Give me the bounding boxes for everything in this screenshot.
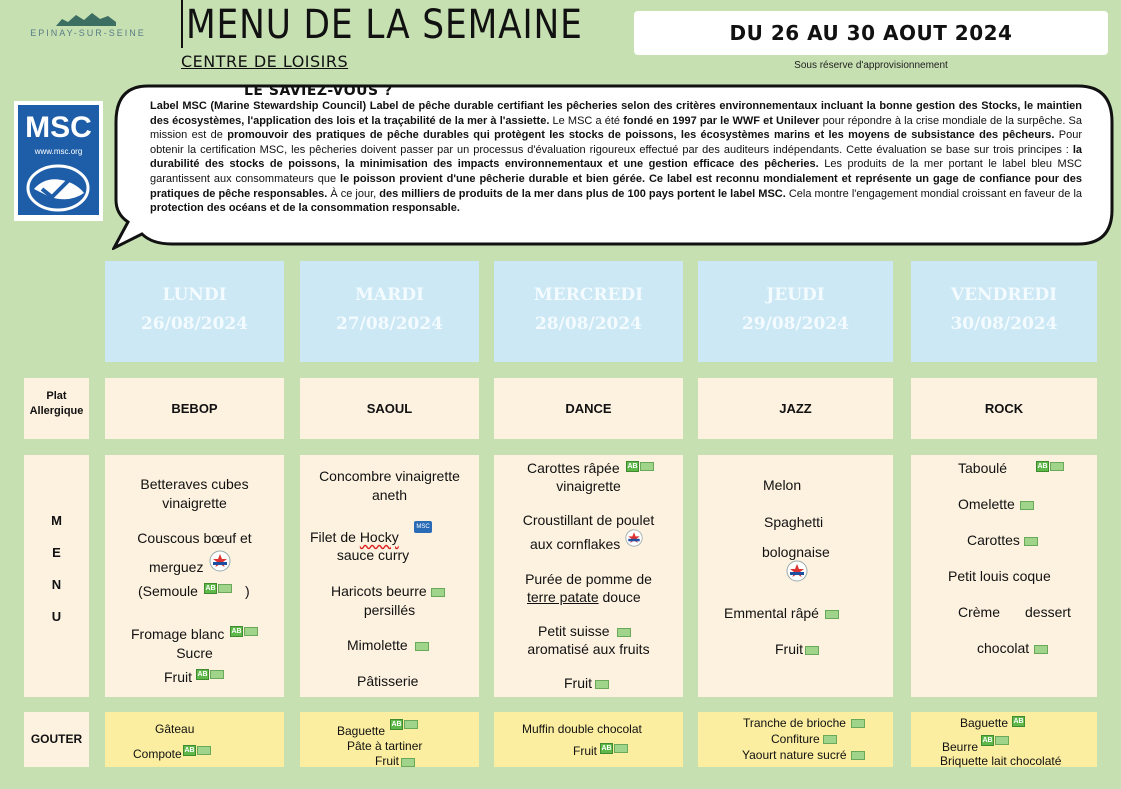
- menu-side-label: [24, 455, 89, 697]
- info-segment: Les produits de la mer portant le label bleu MSC garantissent aux consommateurs que: [150, 158, 1082, 185]
- gouter-item: Baguette: [337, 724, 386, 738]
- gouter-label-text: GOUTER: [30, 732, 83, 746]
- organic-icon: [400, 755, 415, 769]
- day-name: VENDREDI: [950, 285, 1058, 305]
- info-segment: Le MSC a été: [549, 114, 624, 127]
- gouter-item: Tranche de brioche: [743, 716, 846, 730]
- label-rouge-icon: [625, 529, 643, 547]
- plat-jeudi: JAZZ: [698, 378, 893, 439]
- day-name: JEUDI: [766, 285, 825, 305]
- msc-logo: [14, 101, 103, 221]
- day-header-mardi: [300, 261, 479, 362]
- info-segment: Pour obtenir la certification MSC, les pêcheries doivent passer par un processus d'évaluation rigoureux effectué par des auditeurs indépendants. Cette évaluation se base sur trois principes :: [150, 129, 1082, 156]
- menu-item: terre patate douce: [527, 589, 641, 605]
- organic-icon: AB: [203, 579, 232, 595]
- menu-jeudi: [698, 455, 893, 697]
- gouter-item: Gâteau: [155, 722, 195, 736]
- info-segment: pour répondre à la crise mondiale de la surpêche. Sa mission est de: [150, 114, 1082, 142]
- menu-vendredi: [911, 455, 1097, 697]
- menu-item: Mimolette: [347, 637, 408, 653]
- menu-lundi: [105, 455, 284, 697]
- day-date: 26/08/2024: [140, 314, 249, 334]
- menu-item: Croustillant de poulet: [522, 512, 655, 528]
- day-date: 29/08/2024: [741, 314, 850, 334]
- plat-lundi: BEBOP: [105, 378, 284, 439]
- menu-item: Melon: [763, 477, 802, 493]
- gouter-mardi: [300, 712, 479, 767]
- gouter-mercredi: [494, 712, 683, 767]
- hills-icon: [56, 10, 116, 26]
- info-segment: promouvoir des pratiques de pêche durables qui protègent les stocks de poissons, les écosystèmes marins et les moyens de subsistance des pêcheurs.: [227, 129, 1055, 142]
- menu-item: Haricots beurre: [331, 583, 427, 599]
- info-segment: À ce jour,: [327, 187, 380, 200]
- epinay-logo: [8, 8, 168, 40]
- day-header-jeudi: [698, 261, 893, 362]
- day-name: LUNDI: [162, 285, 227, 305]
- plat-mercredi: DANCE: [494, 378, 683, 439]
- menu-item: Purée de pomme de: [525, 571, 652, 587]
- info-segment: protection des océans et de la consommation responsable.: [150, 202, 460, 215]
- gouter-item: Fruit: [573, 744, 597, 758]
- menu-item: Petit suisse: [538, 623, 610, 639]
- menu-item: aromatisé aux fruits: [527, 641, 650, 657]
- gouter-lundi: [105, 712, 284, 767]
- info-segment: le poisson provient d'une pêcherie durable et bien gérée. Ce label est reconnu mondialement et représente un gage de confiance pour des pratiques de pêche responsables.: [150, 172, 1082, 200]
- day-name: MERCREDI: [533, 285, 644, 305]
- info-segment: des milliers de produits de la mer dans plus de 100 pays portent le label MSC.: [379, 187, 786, 200]
- menu-item: merguez: [149, 559, 204, 575]
- menu-item: Fruit: [775, 641, 803, 657]
- info-segment: Cela montre l'engagement mondial croissant en faveur de la: [785, 187, 1083, 200]
- menu-item: chocolat: [977, 640, 1030, 656]
- gouter-item: Fruit: [375, 754, 399, 768]
- gouter-item: Compote: [133, 747, 182, 761]
- msc-logo-text: MSC: [25, 111, 92, 144]
- menu-item: persillés: [363, 602, 416, 618]
- organic-icon: AB: [229, 622, 258, 638]
- menu-item: Crème: [958, 604, 1001, 620]
- menu-item: Spaghetti: [764, 514, 824, 530]
- label-rouge-icon: [786, 560, 808, 582]
- info-title: LE SAVIEZ-VOUS ?: [244, 83, 393, 99]
- organic-icon: [414, 637, 429, 653]
- menu-item: Fruit: [564, 675, 592, 691]
- menu-item: aux cornflakes: [530, 536, 621, 552]
- page-title: MENU DE LA SEMAINE: [186, 2, 583, 48]
- menu-item: vinaigrette: [556, 478, 621, 494]
- menu-mercredi: [494, 455, 683, 697]
- msc-label-icon: MSC: [414, 521, 432, 537]
- day-date: 28/08/2024: [534, 314, 643, 334]
- day-date: 30/08/2024: [950, 314, 1058, 334]
- menu-item: (Semoule: [138, 583, 198, 599]
- gouter-item: Confiture: [771, 732, 820, 746]
- gouter-item: Pâte à tartiner: [347, 739, 423, 753]
- organic-icon: [1019, 496, 1034, 512]
- organic-icon: [824, 605, 839, 621]
- organic-icon: [430, 583, 445, 599]
- organic-icon: AB: [625, 457, 654, 473]
- menu-item: bolognaise: [762, 544, 830, 560]
- menu-item: sauce curry: [336, 547, 410, 563]
- menu-letter: U: [51, 609, 62, 624]
- menu-letter: E: [52, 545, 61, 560]
- gouter-item: Muffin double chocolat: [522, 722, 642, 736]
- gouter-vendredi: [911, 712, 1097, 767]
- organic-icon: [616, 623, 631, 639]
- supply-note: Sous réserve d'approvisionnement: [794, 60, 948, 71]
- organic-icon: AB: [599, 741, 628, 755]
- menu-item: aneth: [371, 487, 408, 503]
- menu-letter: M: [51, 513, 62, 528]
- organic-icon: [822, 732, 837, 746]
- town-name: EPINAY-SUR-SEINE: [30, 28, 146, 38]
- organic-icon: AB: [1035, 457, 1064, 473]
- gouter-item: Yaourt nature sucré: [742, 748, 847, 762]
- menu-item: Sucre: [176, 645, 213, 661]
- menu-item: Filet de Hocky: [310, 529, 399, 545]
- info-segment: Label MSC (Marine Stewardship Council) Label de pêche durable certifiant les pêcheries selon des critères environnementaux incluant la bonne gestion des Stocks, le maintien des écosystèmes, l'application des lois et la traçabilité de la mer à l'assiette.: [150, 100, 1082, 127]
- organic-icon: AB: [980, 733, 1009, 747]
- fish-tick-icon: [26, 163, 91, 213]
- plat-mardi: SAOUL: [300, 378, 479, 439]
- menu-letter: N: [51, 577, 62, 592]
- organic-icon: AB: [389, 717, 418, 731]
- organic-icon: [850, 748, 865, 762]
- menu-item: Fruit: [164, 669, 192, 685]
- organic-icon: [594, 675, 609, 691]
- menu-item: ): [245, 583, 250, 599]
- menu-item: dessert: [1025, 604, 1071, 620]
- menu-item: Carottes râpée: [527, 460, 620, 476]
- page-subtitle: CENTRE DE LOISIRS: [181, 52, 349, 71]
- day-date: 27/08/2024: [335, 314, 444, 334]
- organic-icon: AB: [1013, 718, 1024, 726]
- info-segment: fondé en 1997 par le WWF et Unilever: [623, 114, 820, 127]
- menu-item: Betteraves cubes: [140, 476, 249, 492]
- msc-logo-url: www.msc.org: [34, 147, 83, 156]
- label-rouge-icon: [209, 550, 231, 572]
- plat-vendredi: ROCK: [911, 378, 1097, 439]
- gouter-jeudi: [698, 712, 893, 767]
- menu-item: Taboulé: [958, 460, 1008, 476]
- menu-item: Pâtisserie: [357, 673, 419, 689]
- menu-item: vinaigrette: [162, 495, 227, 511]
- organic-icon: [1023, 532, 1038, 548]
- organic-icon: AB: [182, 743, 211, 757]
- day-header-lundi: [105, 261, 284, 362]
- organic-icon: [850, 716, 865, 730]
- menu-item: Concombre vinaigrette: [319, 468, 460, 484]
- info-text: [150, 99, 1082, 216]
- organic-icon: [1033, 640, 1048, 656]
- date-range: DU 26 AU 30 AOUT 2024: [634, 11, 1108, 55]
- gouter-item: Briquette lait chocolaté: [940, 754, 1062, 768]
- menu-item: Petit louis coque: [948, 568, 1051, 584]
- gouter-item: Beurre: [942, 740, 979, 754]
- gouter-label: [24, 712, 89, 767]
- day-header-vendredi: [911, 261, 1097, 362]
- menu-item: Carottes: [967, 532, 1020, 548]
- plat-allergique-label: [24, 378, 89, 439]
- header-divider: [181, 0, 183, 48]
- plat-label-line: Allergique: [29, 405, 84, 417]
- info-bubble: [112, 82, 1115, 250]
- menu-item: Couscous bœuf et: [137, 530, 252, 546]
- organic-icon: AB: [195, 665, 224, 681]
- menu-item: Omelette: [958, 496, 1015, 512]
- menu-item: Fromage blanc: [131, 626, 225, 642]
- day-header-mercredi: [494, 261, 683, 362]
- day-name: MARDI: [355, 285, 424, 305]
- organic-icon: [804, 641, 819, 657]
- menu-item: Emmental râpé: [724, 605, 819, 621]
- menu-mardi: [300, 455, 479, 697]
- plat-label-line: Plat: [46, 390, 67, 402]
- info-segment: la durabilité des stocks de poissons, la minimisation des impacts environnementaux et une gestion efficace des pêcheries.: [150, 143, 1082, 171]
- gouter-item: Baguette: [960, 716, 1009, 730]
